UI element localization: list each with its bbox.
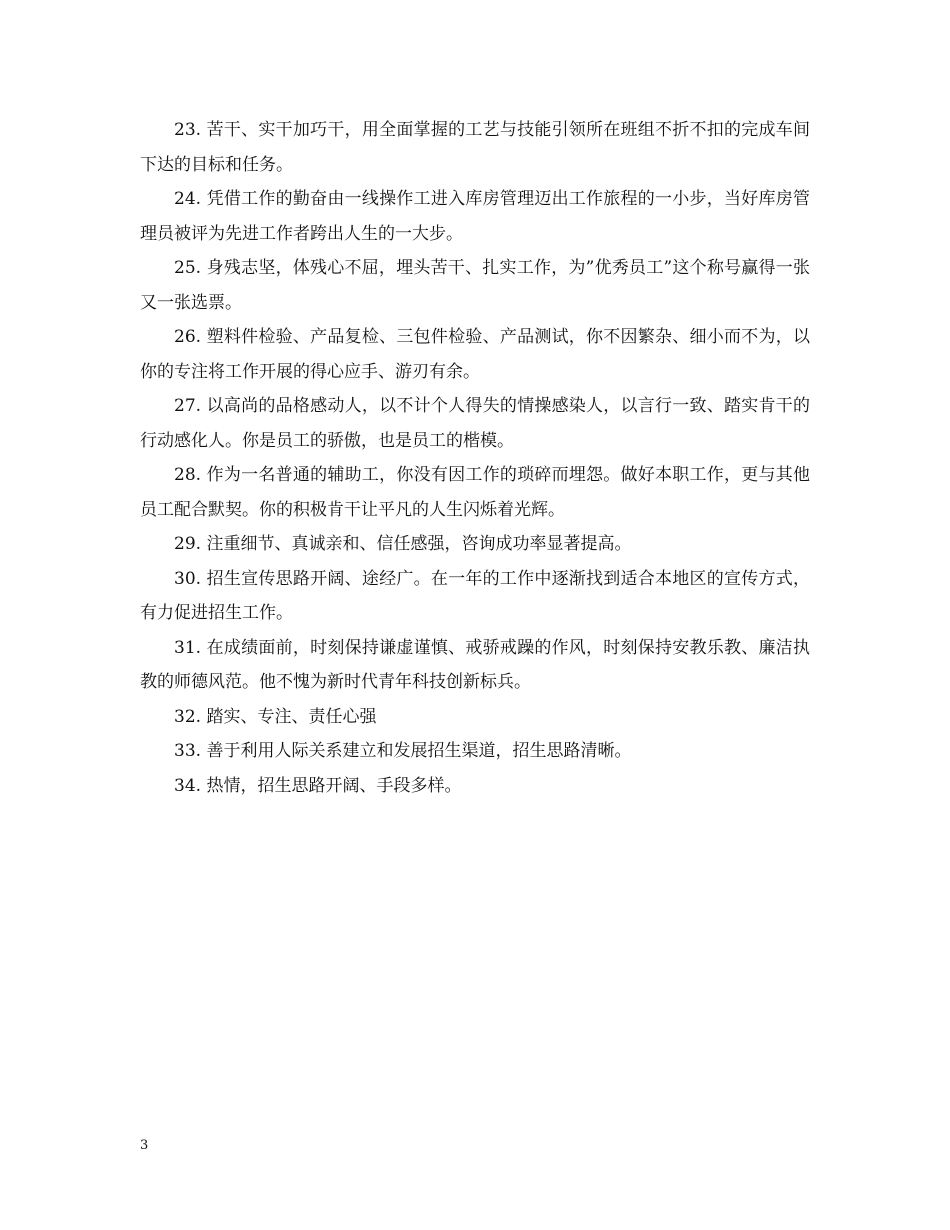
paragraph-25: 25. 身残志坚，体残心不屈，埋头苦干、扎实工作，为”优秀员工”这个称号赢得一张又一张选票。 xyxy=(140,258,810,313)
paragraph-24: 24. 凭借工作的勤奋由一线操作工进入库房管理迈出工作旅程的一小步，当好库房管理员被评为先进工作者跨出人生的一大步。 xyxy=(140,189,810,244)
paragraph-30: 30. 招生宣传思路开阔、途经广。在一年的工作中逐渐找到适合本地区的宣传方式，有力促进招生工作。 xyxy=(140,568,810,623)
paragraph-26: 26. 塑料件检验、产品复检、三包件检验、产品测试，你不因繁杂、细小而不为，以你的专注将工作开展的得心应手、游刃有余。 xyxy=(140,327,810,382)
paragraph-29: 29. 注重细节、真诚亲和、信任感强，咨询成功率显著提高。 xyxy=(174,534,632,554)
paragraph-32: 32. 踏实、专注、责任心强 xyxy=(174,706,377,727)
paragraph-28: 28. 作为一名普通的辅助工，你没有因工作的琐碎而埋怨。做好本职工作，更与其他员工配合默契。你的积极肯干让平凡的人生闪烁着光辉。 xyxy=(140,465,810,520)
paragraph-33: 33. 善于利用人际关系建立和发展招生渠道，招生思路清晰。 xyxy=(174,741,632,761)
document-body xyxy=(140,113,810,803)
page-number: 3 xyxy=(140,1138,149,1153)
paragraph-34: 34. 热情，招生思路开阔、手段多样。 xyxy=(174,775,462,796)
paragraph-27: 27. 以高尚的品格感动人，以不计个人得失的情操感染人，以言行一致、踏实肯干的行动感化人。你是员工的骄傲，也是员工的楷模。 xyxy=(140,396,810,451)
paragraph-31: 31. 在成绩面前，时刻保持谦虚谨慎、戒骄戒躁的作风，时刻保持安教乐教、廉洁执教的师德风范。他不愧为新时代青年科技创新标兵。 xyxy=(140,637,810,692)
paragraph-23: 23. 苦干、实干加巧干，用全面掌握的工艺与技能引领所在班组不折不扣的完成车间下达的目标和任务。 xyxy=(140,120,810,175)
